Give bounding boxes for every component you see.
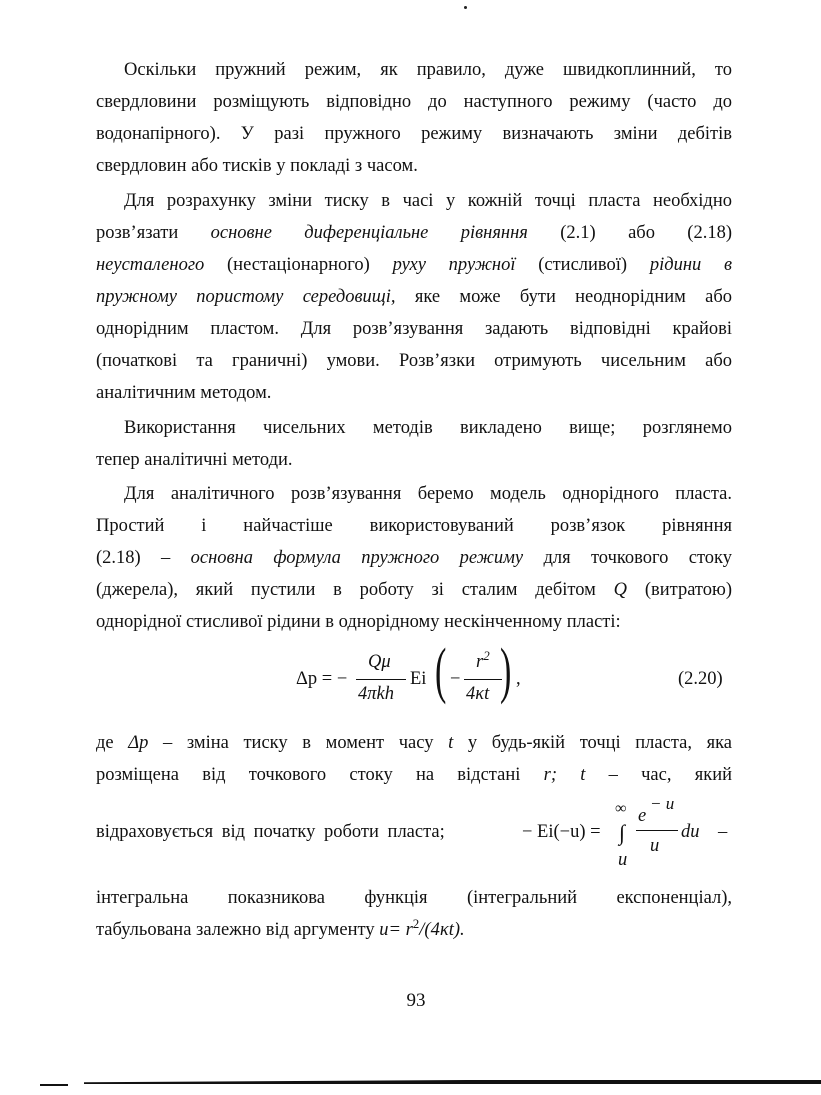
paragraph-4-line-4 — [96, 578, 732, 602]
footer-rule-short — [40, 1084, 68, 1086]
text: (нестаціонарного) — [227, 255, 370, 275]
footer-rule — [84, 1078, 821, 1084]
formula-label: (2.20) — [678, 669, 723, 689]
integrand-fraction-bar — [636, 830, 678, 831]
paragraph-4-line-2: Простий і найчастіше використовуваний розв’язок рівняння — [96, 516, 732, 536]
r-var: r — [476, 652, 484, 672]
paragraph-4-line-3 — [96, 546, 732, 570]
formula-comma: , — [516, 669, 521, 689]
emphasis: основне диференціальне рівняння — [210, 223, 528, 243]
paragraph-1-line-1: Оскільки пружний режим, як правило, дуже швидкоплинний, то — [124, 60, 732, 80]
expression: /(4κt). — [419, 920, 465, 940]
paragraph-2-line-2 — [96, 221, 732, 245]
text: розв’язати — [96, 223, 179, 243]
variable: r; — [543, 765, 557, 785]
dash: – — [718, 822, 728, 842]
variable: u — [379, 920, 389, 940]
expression: = r — [388, 920, 413, 940]
integral-sign: ∫ — [619, 820, 626, 845]
paragraph-2-line-3 — [96, 253, 732, 277]
paragraph-2-line-5: однорідним пластом. Для розв’язування задають відповідні крайові — [96, 319, 732, 339]
text: (джерела), який пустили в роботу зі сталим дебітом — [96, 580, 596, 600]
fraction-bar — [356, 679, 406, 680]
formula-inner-denominator: 4κt — [466, 684, 490, 704]
text: табульована залежно від аргументу — [96, 920, 375, 940]
ei-expression: − Ei(−u) = — [522, 822, 601, 842]
variable: Δp — [128, 733, 149, 753]
paragraph-1-line-2: свердловини розміщують відповідно до наступного режиму (часто до — [96, 92, 732, 112]
text: відраховується від початку роботи пласта; — [96, 822, 445, 842]
variable: Q — [613, 580, 628, 600]
text: яке може бути неоднорідним або — [414, 287, 733, 307]
paragraph-5-line-2 — [96, 763, 732, 787]
emphasis: пружному пористому середовищі, — [96, 287, 396, 307]
text: – зміна тиску в момент часу — [162, 733, 434, 753]
paragraph-5-line-1 — [96, 731, 732, 755]
paragraph-2-line-7: аналітичним методом. — [96, 383, 272, 403]
text: у будь-якій точці пласта, яка — [467, 733, 733, 753]
text: де — [96, 733, 114, 753]
exponent: 2 — [483, 648, 490, 663]
text: розміщена від точкового стоку на відстані — [96, 765, 521, 785]
text: (2.18) – — [96, 548, 171, 568]
integrand-denominator: u — [650, 836, 660, 856]
paragraph-2-line-4 — [96, 285, 732, 309]
text: для точкового стоку — [543, 548, 733, 568]
integral-lower-limit: u — [618, 850, 628, 870]
paragraph-5-line-5 — [96, 918, 732, 943]
paragraph-3-line-1: Використання чисельних методів викладено вище; розглянемо — [124, 418, 732, 438]
paragraph-1-line-3: водонапірного). У разі пружного режиму визначають зміни дебітів — [96, 124, 732, 144]
formula-inner-numerator — [476, 648, 490, 673]
text: – час, який — [608, 765, 733, 785]
formula-numerator: Qμ — [368, 652, 391, 672]
page-number: 93 — [406, 990, 426, 1011]
paragraph-2-line-6: (початкові та граничні) умови. Розв’язки отримують чисельним або — [96, 351, 732, 371]
variable: t — [448, 733, 454, 753]
formula-ei: Ei — [410, 669, 427, 689]
paragraph-2-line-1: Для розрахунку зміни тиску в часі у кожній точці пласта необхідно — [124, 191, 732, 211]
paragraph-4-line-5: однорідної стисливої рідини в однорідному нескінченному пласті: — [96, 612, 621, 632]
formula-denominator: 4πkh — [358, 684, 394, 704]
emphasis: основна формула пружного режиму — [190, 548, 524, 568]
exp-power: − u — [650, 794, 675, 813]
emphasis: неусталеного — [96, 255, 205, 275]
formula-inner-minus: − — [450, 669, 461, 689]
formula-lhs: Δp = − — [296, 669, 348, 689]
paragraph-3-line-2: тепер аналітичні методи. — [96, 450, 293, 470]
paragraph-5-line-4: інтегральна показникова функція (інтегральний експоненціал), — [96, 888, 732, 908]
text: (2.1) або (2.18) — [560, 223, 732, 243]
text: (стисливої) — [538, 255, 628, 275]
text: (витратою) — [644, 580, 733, 600]
scan-dot — [464, 6, 467, 9]
paragraph-1-line-4: свердловин або тисків у покладі з часом. — [96, 156, 418, 176]
integral-upper-limit: ∞ — [615, 800, 627, 817]
differential: du — [681, 822, 700, 842]
right-paren: ) — [500, 637, 512, 705]
paragraph-4-line-1: Для аналітичного розв’язування беремо модель однорідного пласта. — [124, 484, 732, 504]
inner-fraction-bar — [464, 679, 502, 680]
exponent: 2 — [412, 916, 420, 931]
variable: t — [580, 765, 586, 785]
exp-base: e — [638, 806, 647, 826]
emphasis: руху пружної — [392, 255, 516, 275]
emphasis: рідини в — [649, 255, 733, 275]
left-paren: ( — [435, 637, 447, 705]
